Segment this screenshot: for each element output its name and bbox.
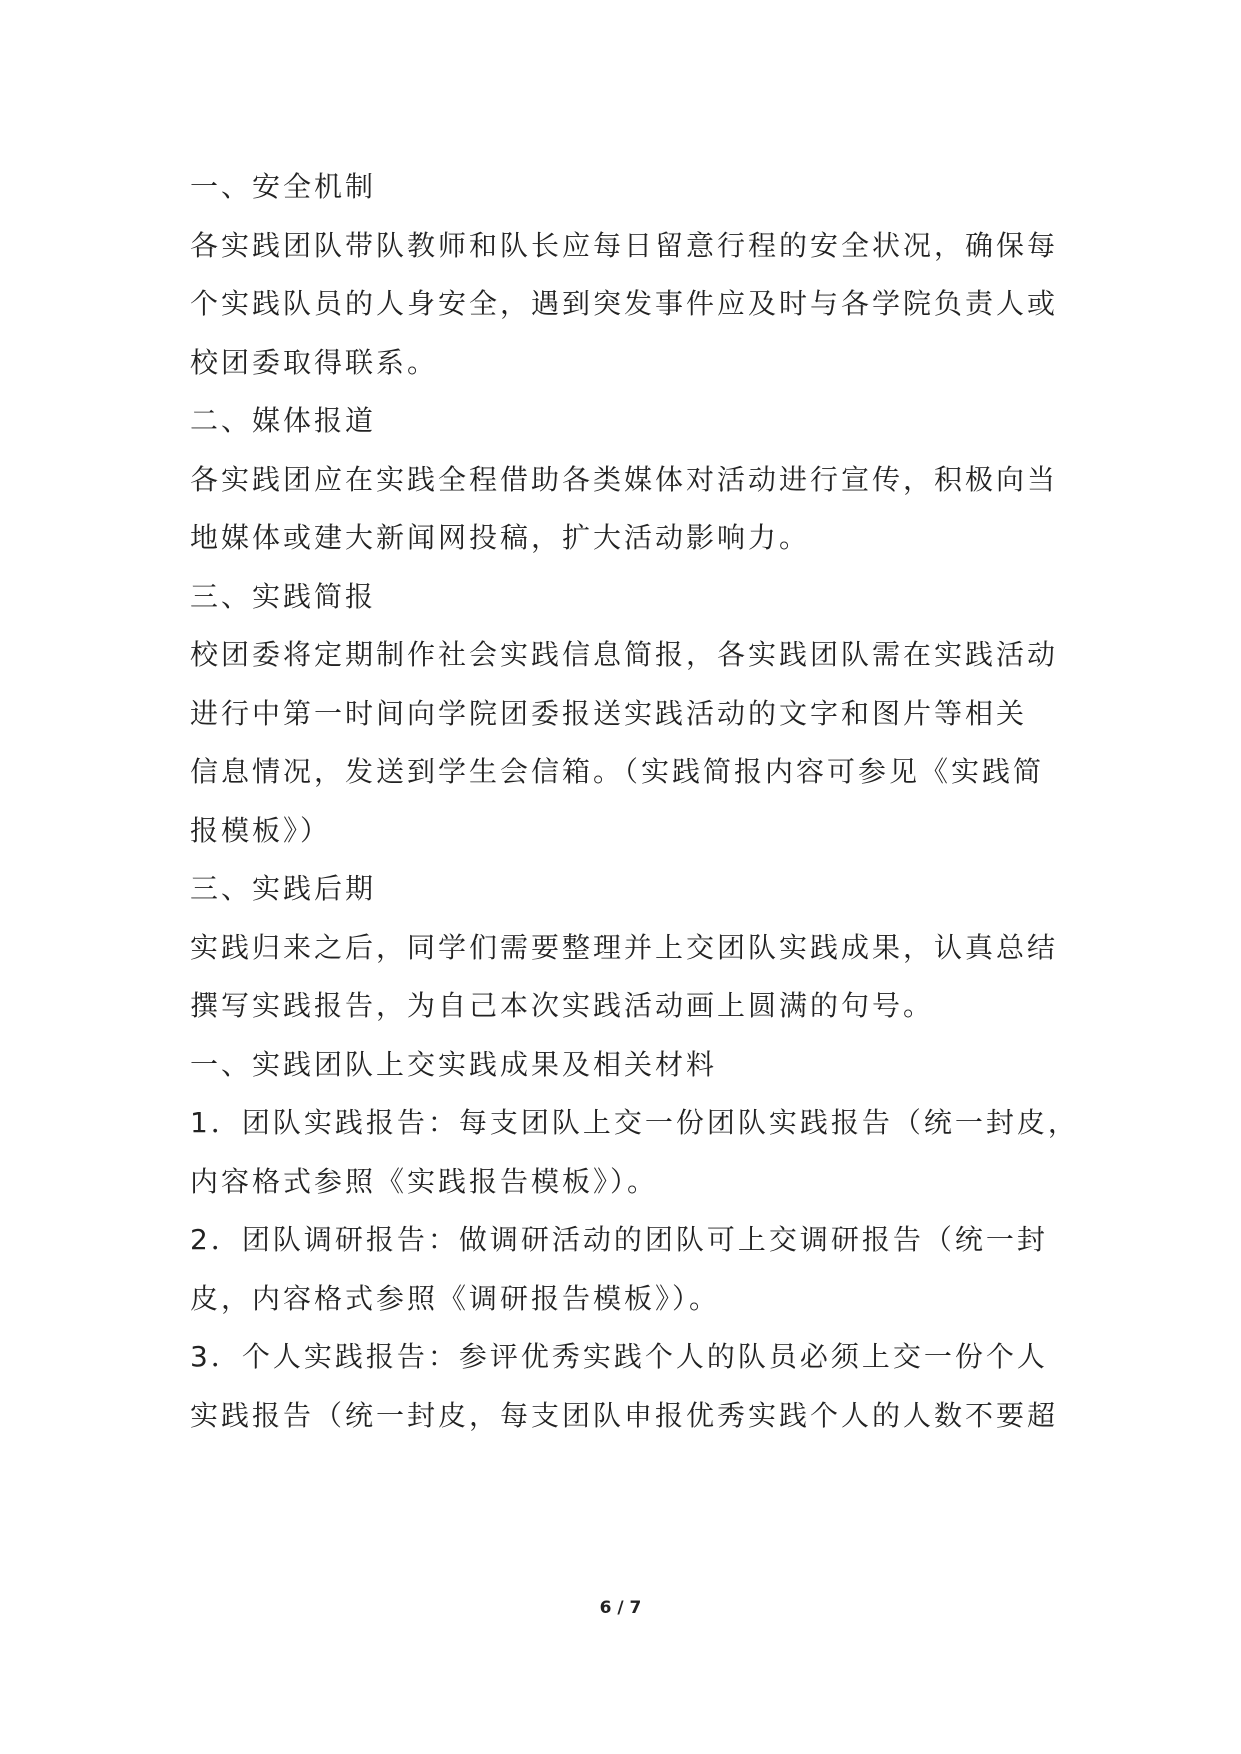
paragraph-line: 信息情况，发送到学生会信箱。（实践简报内容可参见《实践简	[190, 755, 1045, 788]
section-heading-safety: 一、安全机制	[190, 170, 377, 203]
list-item: 1．团队实践报告：每支团队上交一份团队实践报告（统一封皮，	[190, 1106, 1079, 1139]
paragraph-line: 校团委取得联系。	[190, 345, 439, 379]
section-heading-media: 二、媒体报道	[190, 404, 377, 437]
paragraph-line: 地媒体或建大新闻网投稿，扩大活动影响力。	[190, 521, 811, 554]
list-item-continuation: 实践报告（统一封皮，每支团队申报优秀实践个人的人数不要超	[190, 1398, 1059, 1432]
paragraph-line: 各实践团应在实践全程借助各类媒体对活动进行宣传，积极向当	[190, 462, 1059, 496]
paragraph-line: 报模板》）	[190, 813, 332, 847]
list-item-continuation: 皮，内容格式参照《调研报告模板》）。	[190, 1281, 721, 1315]
paragraph-line: 撰写实践报告，为自己本次实践活动画上圆满的句号。	[190, 989, 935, 1022]
page-number: 6 / 7	[599, 1598, 642, 1618]
document-body	[190, 158, 1079, 1445]
paragraph-line: 实践归来之后，同学们需要整理并上交团队实践成果，认真总结	[190, 930, 1059, 964]
subsection-heading-materials: 一、实践团队上交实践成果及相关材料	[190, 1047, 718, 1081]
list-item: 3．个人实践报告：参评优秀实践个人的队员必须上交一份个人	[190, 1340, 1048, 1373]
paragraph-line: 校团委将定期制作社会实践信息简报，各实践团队需在实践活动	[190, 638, 1059, 671]
paragraph-line: 进行中第一时间向学院团委报送实践活动的文字和图片等相关	[190, 696, 1028, 730]
paragraph-line: 个实践队员的人身安全，遇到突发事件应及时与各学院负责人或	[190, 287, 1059, 320]
list-item: 2．团队调研报告：做调研活动的团队可上交调研报告（统一封	[190, 1223, 1048, 1256]
list-item-continuation: 内容格式参照《实践报告模板》）。	[190, 1164, 659, 1198]
section-heading-bulletin: 三、实践简报	[190, 579, 377, 613]
section-heading-later-stage: 三、实践后期	[190, 872, 377, 905]
paragraph-line: 各实践团队带队教师和队长应每日留意行程的安全状况，确保每	[190, 228, 1059, 262]
